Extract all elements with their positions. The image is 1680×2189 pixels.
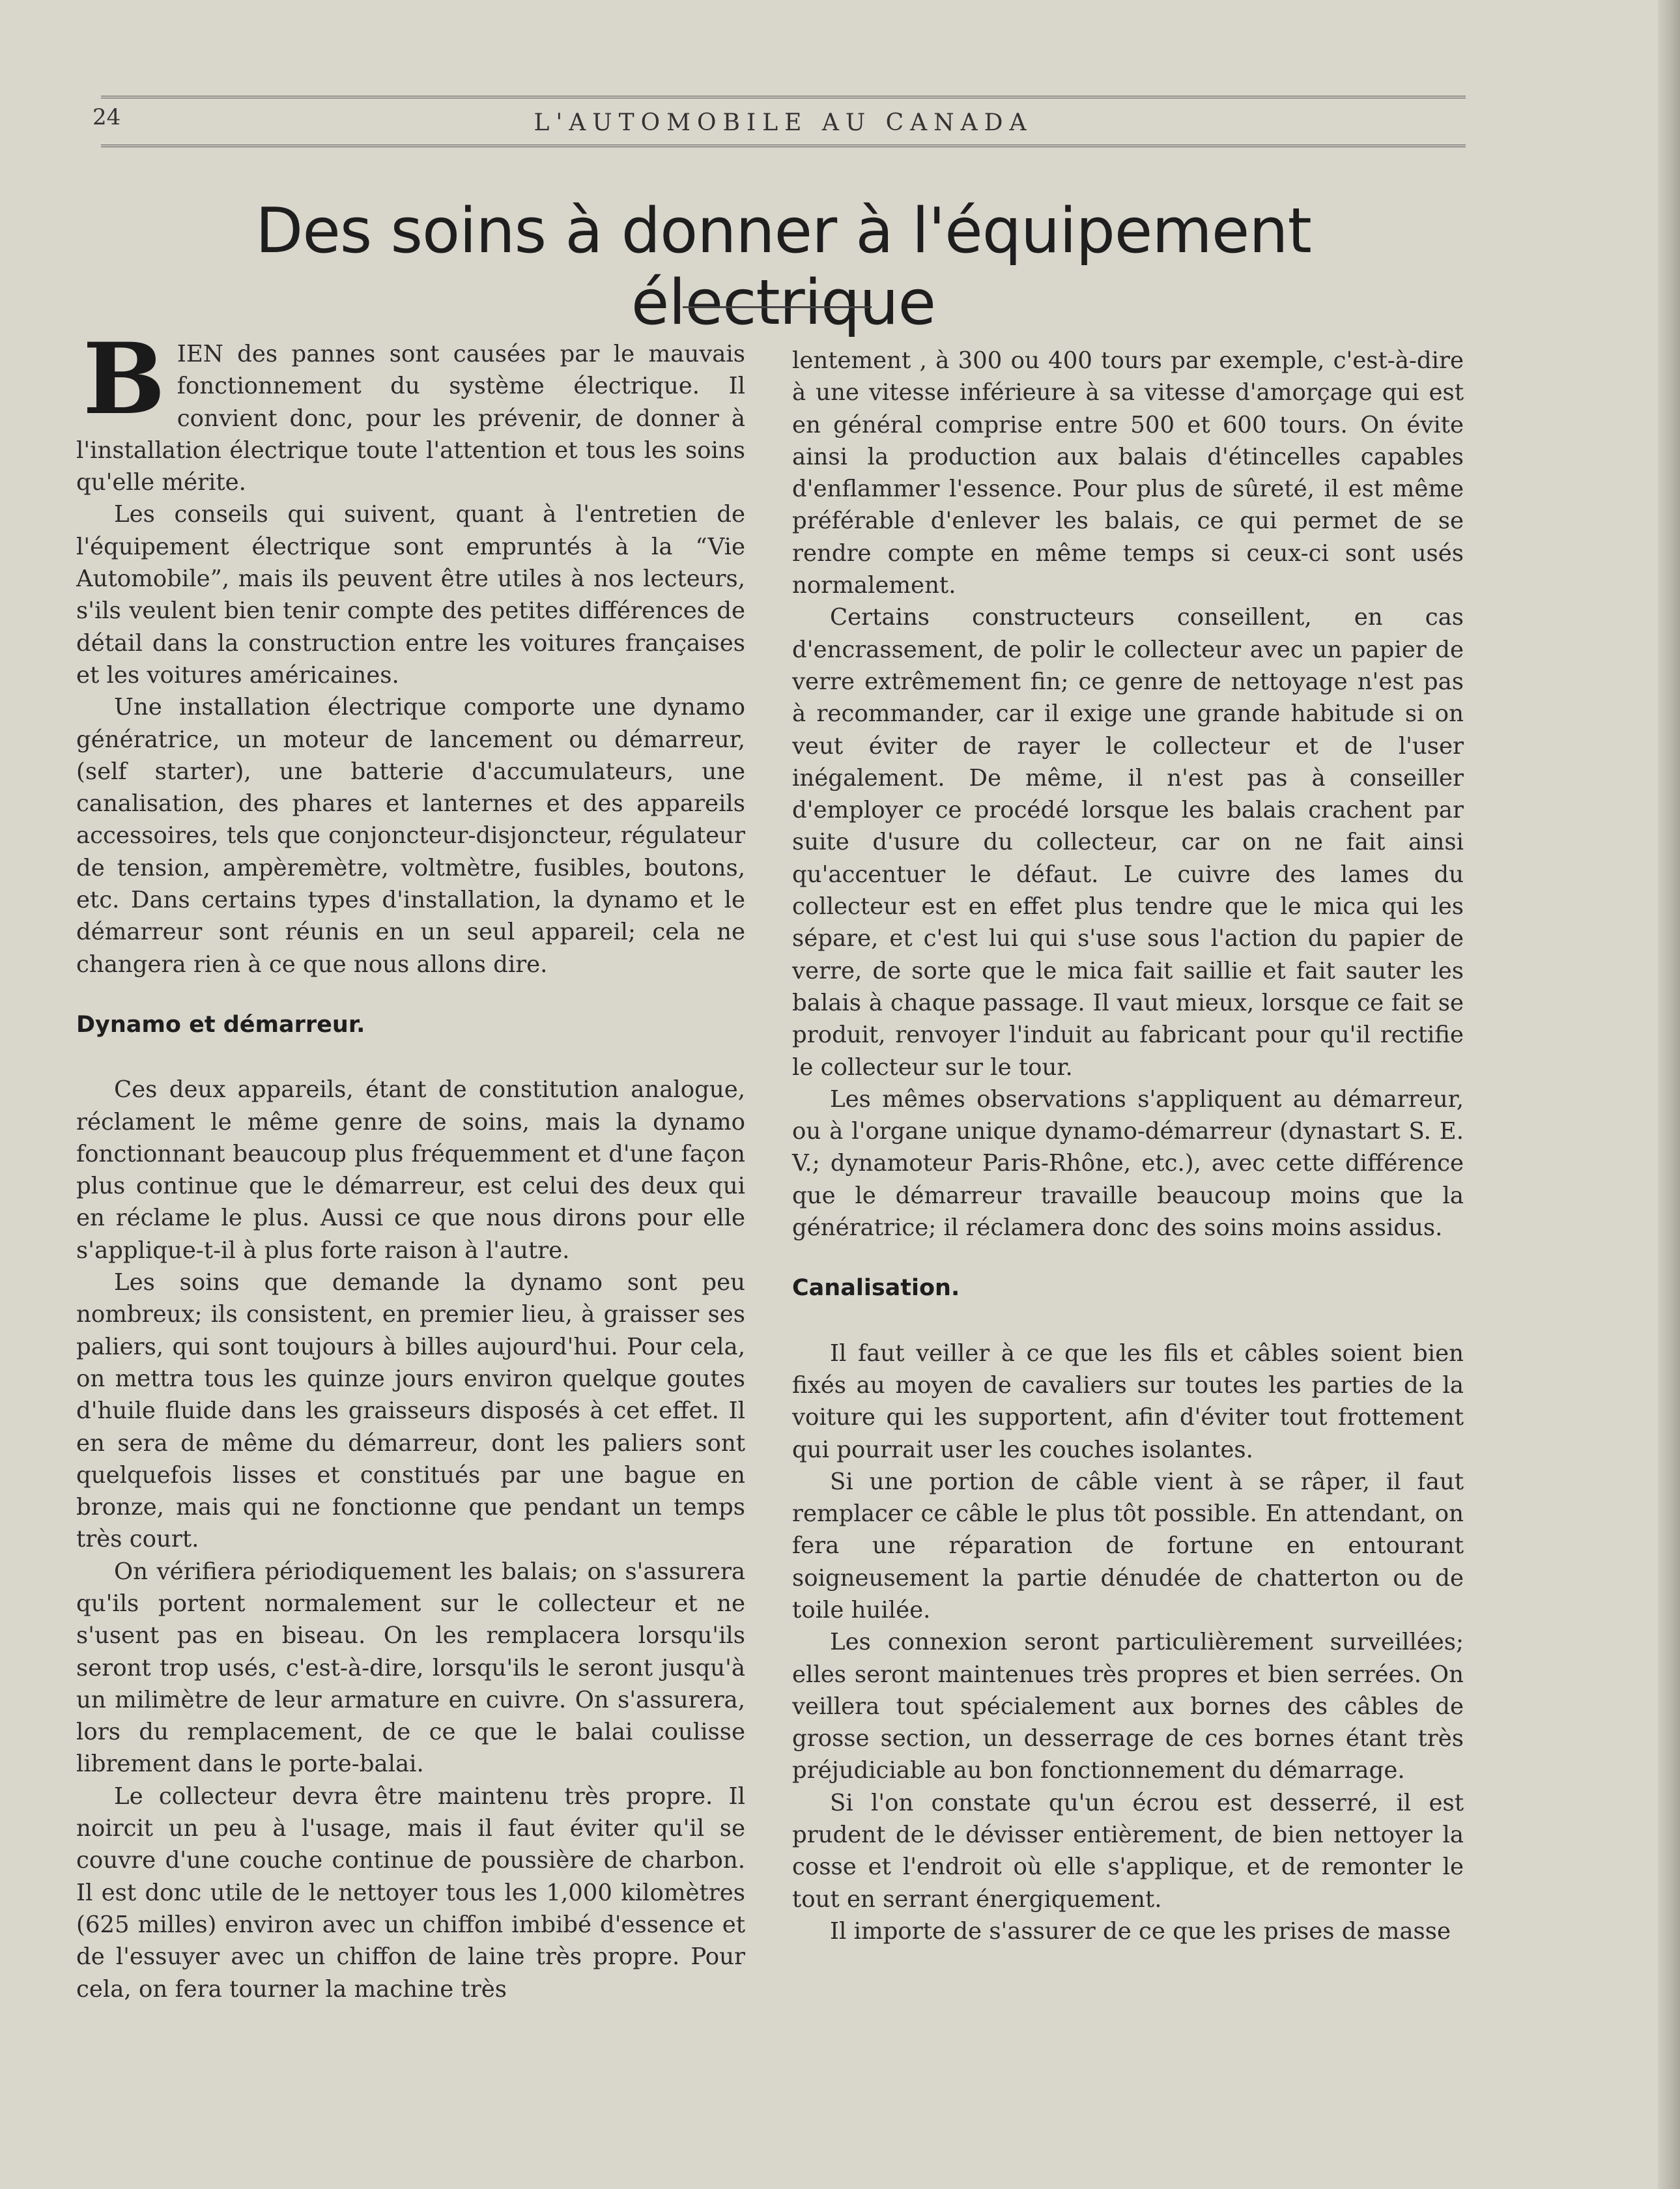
drop-cap: B (83, 322, 165, 436)
paragraph: Les mêmes observations s'appliquent au démarreur, ou à l'organe unique dynamo-démarreur (dynastart S. E. V.; dynamoteur Paris-Rhône, etc.), avec cette différence que le démarreur travaille beaucoup moins que la génératrice; il réclamera donc des soins moins assidus. (792, 1085, 1464, 1242)
paragraph: Si une portion de câble vient à se râper, il faut remplacer ce câble le plus tôt possible. En attendant, on fera une réparation de fortune en entourant soigneusement la partie dénudée de chatterton ou de toile huilée. (792, 1468, 1464, 1624)
paragraph: Certains constructeurs conseillent, en cas d'encrassement, de polir le collecteur avec un papier de verre extrêmement fin; ce genre de nettoyage n'est pas à recommander, car il exige une grande habitude si on veut éviter de rayer le collecteur et de l'user inégalement. De même, il n'est pas à conseiller d'employer ce procédé lorsque les balais crachent par suite d'usure du collecteur, car on ne fait ainsi qu'accentuer le défaut. Le cuivre des lames du collecteur est en effet plus tendre que le mica qui les sépare, et c'est lui qui s'use sous l'action du papier de verre, de sorte que le mica fait saillie et fait sauter les balais à chaque passage. Il vaut mieux, lorsque ce fait se produit, renvoyer l'induit au fabricant pour qu'il rectifie le collecteur sur le tour. (792, 604, 1464, 1081)
page-number: 24 (93, 104, 121, 130)
running-title: L'AUTOMOBILE AU CANADA (534, 109, 1033, 136)
paragraph: Il faut veiller à ce que les fils et câbles soient bien fixés au moyen de cavaliers sur toutes les parties de la voiture qui les supportent, afin d'éviter tout frottement qui pourrait user les couches isolantes. (792, 1339, 1464, 1463)
right-column (792, 345, 1464, 1947)
paragraph: Il importe de s'assurer de ce que les prises de masse (830, 1917, 1451, 1945)
paragraph: Si l'on constate qu'un écrou est desserré, il est prudent de le dévisser entièrement, de bien nettoyer la cosse et l'endroit où elle s'applique, et de remonter le tout en serrant énergiquement. (792, 1789, 1464, 1913)
paragraph-text: IEN des pannes sont causées par le mauvais fonctionnement du système électrique. Il convient donc, pour les prévenir, de donner à l'installation électrique toute l'attention et tous les soins qu'elle mérite. (76, 341, 745, 496)
title-divider (683, 306, 872, 308)
paragraph: Les connexion seront particulièrement surveillées; elles seront maintenues très propres et bien serrées. On veillera tout spécialement aux bornes des câbles de grosse section, un desserrage de ces bornes étant très préjudiciable au bon fonctionnement du démarrage. (792, 1629, 1464, 1784)
page-edge (1658, 0, 1680, 2189)
section-heading: Dynamo et démarreur. (76, 1011, 365, 1038)
section-heading: Canalisation. (792, 1275, 960, 1302)
paragraph: Ces deux appareils, étant de constitution analogue, réclament le même genre de soins, mais la dynamo fonctionnant beaucoup plus fréquemment et d'une façon plus continue que le démarreur, est celui des deux qui en réclame le plus. Aussi ce que nous dirons pour elle s'applique-t-il à plus forte raison à l'autre. (76, 1076, 745, 1264)
paragraph (76, 322, 745, 498)
paragraph: Une installation électrique comporte une dynamo génératrice, un moteur de lancement ou démarreur, (self starter), une batterie d'accumulateurs, une canalisation, des phares et lanternes et des appareils accessoires, tels que conjoncteur-disjoncteur, régulateur de tension, ampèremètre, voltmètre, fusibles, boutons, etc. Dans certains types d'installation, la dynamo et le démarreur sont réunis en un seul appareil; cela ne changera rien à ce que nous allons dire. (76, 694, 745, 978)
paragraph: Les conseils qui suivent, quant à l'entretien de l'équipement électrique sont empruntés à la “Vie Automobile”, mais ils peuvent être utiles à nos lecteurs, s'ils veulent bien tenir compte des petites différences de détail dans la construction entre les voitures françaises et les voitures américaines. (76, 501, 745, 689)
article-title: Des soins à donner à l'équipement électrique (255, 195, 1311, 339)
paragraph: Les soins que demande la dynamo sont peu nombreux; ils consistent, en premier lieu, à graisser ses paliers, qui sont toujours à billes aujourd'hui. Pour cela, on mettra tous les quinze jours environ quelque goutes d'huile fluide dans les graisseurs disposés à cet effet. Il en sera de même du démarreur, dont les paliers sont quelquefois lisses et constitués par une bague en bronze, mais qui ne fonctionne que pendant un temps très court. (76, 1269, 745, 1553)
header-rule-top (101, 96, 1466, 101)
paragraph: lentement , à 300 ou 400 tours par exemple, c'est-à-dire à une vitesse inférieure à sa vitesse d'amorçage qui est en général comprise entre 500 et 600 tours. On évite ainsi la production aux balais d'étincelles capables d'enflammer l'essence. Pour plus de sûreté, il est même préférable d'enlever les balais, ce qui permet de se rendre compte en même temps si ceux-ci sont usés normalement. (792, 347, 1464, 599)
header-rule-bottom (101, 145, 1466, 150)
paragraph: On vérifiera périodiquement les balais; on s'assurera qu'ils portent normalement sur le collecteur et ne s'usent pas en biseau. On les remplacera lorsqu'ils seront trop usés, c'est-à-dire, lorsqu'ils le seront jusqu'à un milimètre de leur armature en cuivre. On s'assurera, lors du remplacement, de ce que le balai coulisse librement dans le porte-balai. (76, 1558, 745, 1778)
paragraph: Le collecteur devra être maintenu très propre. Il noircit un peu à l'usage, mais il faut éviter qu'il se couvre d'une couche continue de poussière de charbon. Il est donc utile de le nettoyer tous les 1,000 kilomètres (625 milles) environ avec un chiffon imbibé d'essence et de l'essuyer avec un chiffon de laine très propre. Pour cela, on fera tourner la machine très (76, 1782, 745, 2003)
left-column (76, 322, 745, 2005)
